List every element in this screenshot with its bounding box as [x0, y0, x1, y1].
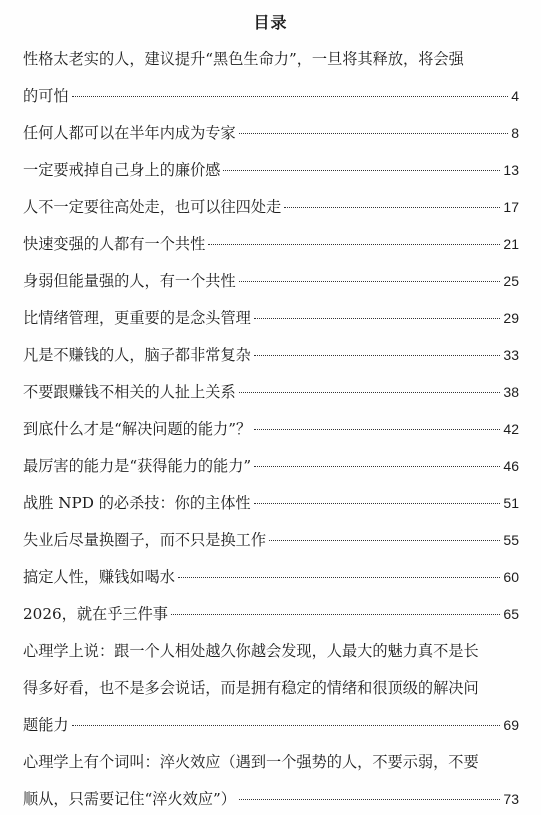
toc-entry[interactable] — [23, 189, 519, 226]
dot-leader — [72, 96, 509, 97]
toc-entry-page-number: 17 — [503, 199, 519, 215]
toc-entry-page-number: 60 — [503, 569, 519, 585]
dot-leader — [72, 725, 501, 726]
toc-entry[interactable] — [23, 485, 519, 522]
toc-entry-title: 人不一定要往高处走，也可以往四处走 — [23, 198, 282, 216]
dot-leader — [284, 207, 500, 208]
toc-entry[interactable] — [23, 300, 519, 337]
toc-entry-page-number: 46 — [503, 458, 519, 474]
toc-entry-title: 失业后尽量换圈子，而不只是换工作 — [23, 531, 266, 549]
toc-entry[interactable] — [23, 633, 519, 744]
toc-entry[interactable] — [23, 263, 519, 300]
table-of-contents — [23, 41, 519, 818]
toc-entry-title: 一定要戒掉自己身上的廉价感 — [23, 161, 221, 179]
toc-entry-title: 比情绪管理，更重要的是念头管理 — [23, 309, 251, 327]
dot-leader — [239, 799, 500, 800]
toc-entry-page-number: 65 — [503, 606, 519, 622]
toc-entry-title: 的可怕 — [23, 87, 69, 105]
toc-entry-title-line: 性格太老实的人，建议提升“黑色生命力”，一旦将其释放，将会强 — [23, 50, 464, 68]
dot-leader — [269, 540, 500, 541]
toc-entry-page-number: 42 — [503, 421, 519, 437]
toc-entry-page-number: 8 — [511, 125, 519, 141]
toc-entry-page-number: 33 — [503, 347, 519, 363]
toc-entry-page-number: 51 — [503, 495, 519, 511]
toc-entry-title: 快速变强的人都有一个共性 — [23, 235, 206, 253]
dot-leader — [254, 466, 500, 467]
toc-entry-title: 任何人都可以在半年内成为专家 — [23, 124, 236, 142]
dot-leader — [254, 355, 501, 356]
toc-entry[interactable] — [23, 337, 519, 374]
toc-entry[interactable] — [23, 374, 519, 411]
toc-entry[interactable] — [23, 448, 519, 485]
toc-entry-title-line: 心理学上有个词叫：淬火效应（遇到一个强势的人，不要示弱，不要 — [23, 753, 479, 771]
toc-entry[interactable] — [23, 411, 519, 448]
toc-entry-page-number: 21 — [503, 236, 519, 252]
toc-entry-page-number: 38 — [503, 384, 519, 400]
dot-leader — [239, 133, 509, 134]
toc-entry[interactable] — [23, 596, 519, 633]
toc-entry[interactable] — [23, 41, 519, 115]
toc-entry[interactable] — [23, 115, 519, 152]
toc-entry[interactable] — [23, 744, 519, 818]
toc-entry-page-number: 69 — [503, 717, 519, 733]
dot-leader — [254, 503, 501, 504]
toc-entry[interactable] — [23, 522, 519, 559]
toc-entry-page-number: 4 — [511, 88, 519, 104]
dot-leader — [208, 244, 500, 245]
toc-entry-title: 战胜 NPD 的必杀技：你的主体性 — [23, 494, 251, 512]
toc-entry-title: 凡是不赚钱的人，脑子都非常复杂 — [23, 346, 251, 364]
dot-leader — [178, 577, 501, 578]
toc-entry-page-number: 29 — [503, 310, 519, 326]
toc-entry-title: 不要跟赚钱不相关的人扯上关系 — [23, 383, 236, 401]
dot-leader — [239, 392, 501, 393]
dot-leader — [171, 614, 500, 615]
dot-leader — [239, 281, 501, 282]
dot-leader — [254, 429, 500, 430]
toc-entry-title: 顺从，只需要记住“淬火效应”） — [23, 790, 236, 808]
toc-entry-title: 2026，就在乎三件事 — [23, 605, 168, 623]
toc-entry-title: 最厉害的能力是“获得能力的能力” — [23, 457, 252, 475]
page-title: 目录 — [253, 13, 288, 32]
dot-leader — [254, 318, 501, 319]
toc-entry-title: 题能力 — [23, 716, 69, 734]
toc-entry-page-number: 73 — [503, 791, 519, 807]
toc-entry-title: 身弱但能量强的人，有一个共性 — [23, 272, 236, 290]
toc-entry[interactable] — [23, 226, 519, 263]
dot-leader — [223, 170, 500, 171]
toc-entry-page-number: 13 — [503, 162, 519, 178]
toc-entry[interactable] — [23, 559, 519, 596]
toc-entry-title: 搞定人性，赚钱如喝水 — [23, 568, 175, 586]
toc-entry-title: 到底什么才是“解决问题的能力”？ — [23, 420, 252, 438]
toc-entry-title-line: 心理学上说：跟一个人相处越久你越会发现，人最大的魅力真不是长 — [23, 642, 479, 660]
toc-entry-title-line: 得多好看，也不是多会说话，而是拥有稳定的情绪和很顶级的解决问 — [23, 679, 479, 697]
toc-entry[interactable] — [23, 152, 519, 189]
toc-entry-page-number: 55 — [503, 532, 519, 548]
toc-entry-page-number: 25 — [503, 273, 519, 289]
